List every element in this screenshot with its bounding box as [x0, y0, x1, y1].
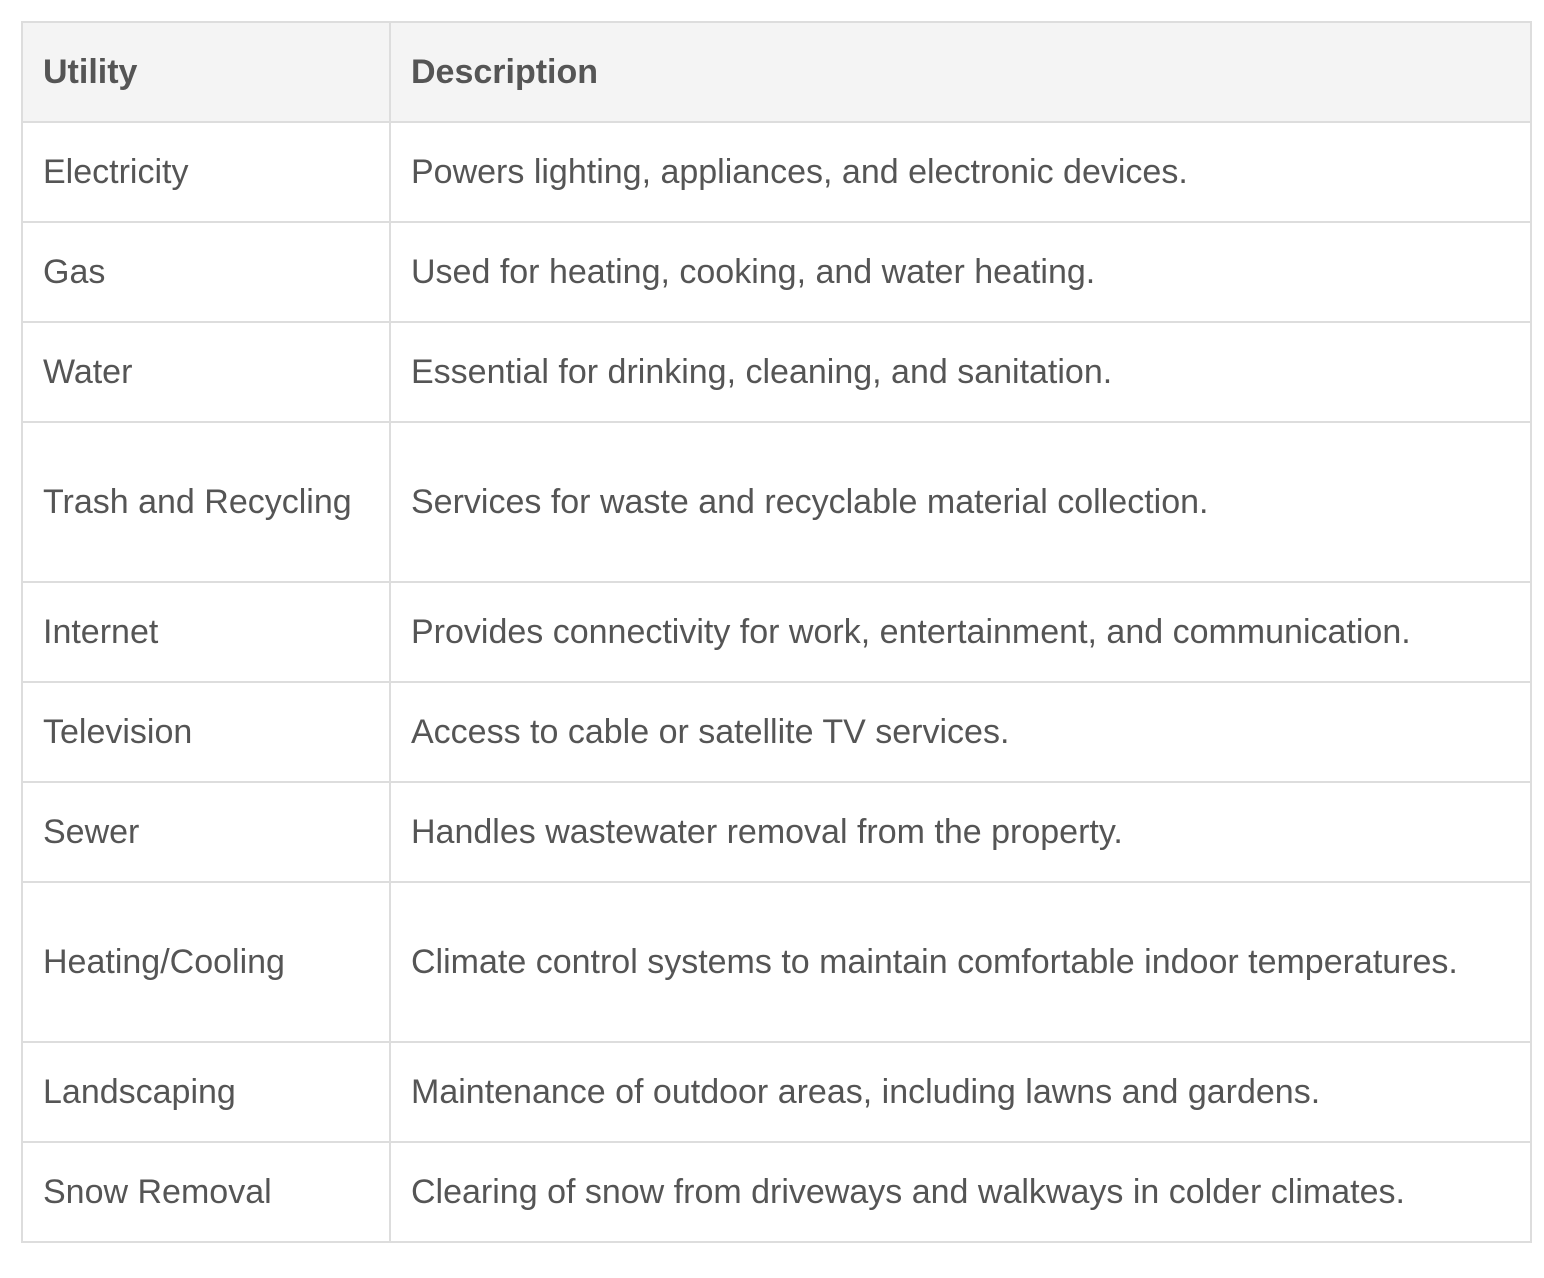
utility-cell: Television [22, 682, 390, 782]
column-header-utility: Utility [22, 22, 390, 122]
description-cell: Provides connectivity for work, entertainment, and communication. [390, 582, 1531, 682]
description-cell: Handles wastewater removal from the property. [390, 782, 1531, 882]
table-row [22, 1142, 1531, 1242]
table-header-row [22, 22, 1531, 122]
description-cell: Maintenance of outdoor areas, including lawns and gardens. [390, 1042, 1531, 1142]
table-row [22, 422, 1531, 582]
description-cell: Powers lighting, appliances, and electronic devices. [390, 122, 1531, 222]
description-cell: Clearing of snow from driveways and walkways in colder climates. [390, 1142, 1531, 1242]
description-cell: Essential for drinking, cleaning, and sanitation. [390, 322, 1531, 422]
utility-cell: Water [22, 322, 390, 422]
table-row [22, 1042, 1531, 1142]
utility-cell: Sewer [22, 782, 390, 882]
description-cell: Used for heating, cooking, and water heating. [390, 222, 1531, 322]
utility-cell: Gas [22, 222, 390, 322]
table-row [22, 582, 1531, 682]
utilities-table [21, 21, 1532, 1243]
utility-cell: Electricity [22, 122, 390, 222]
utility-cell: Landscaping [22, 1042, 390, 1142]
description-cell: Access to cable or satellite TV services. [390, 682, 1531, 782]
utility-cell: Trash and Recycling [22, 422, 390, 582]
table-row [22, 682, 1531, 782]
description-cell: Climate control systems to maintain comfortable indoor temperatures. [390, 882, 1531, 1042]
utility-cell: Heating/Cooling [22, 882, 390, 1042]
column-header-description: Description [390, 22, 1531, 122]
table-row [22, 882, 1531, 1042]
table-row [22, 782, 1531, 882]
table-row [22, 322, 1531, 422]
utility-cell: Internet [22, 582, 390, 682]
table-row [22, 122, 1531, 222]
utilities-table-container [21, 21, 1530, 1243]
utility-cell: Snow Removal [22, 1142, 390, 1242]
description-cell: Services for waste and recyclable material collection. [390, 422, 1531, 582]
table-row [22, 222, 1531, 322]
